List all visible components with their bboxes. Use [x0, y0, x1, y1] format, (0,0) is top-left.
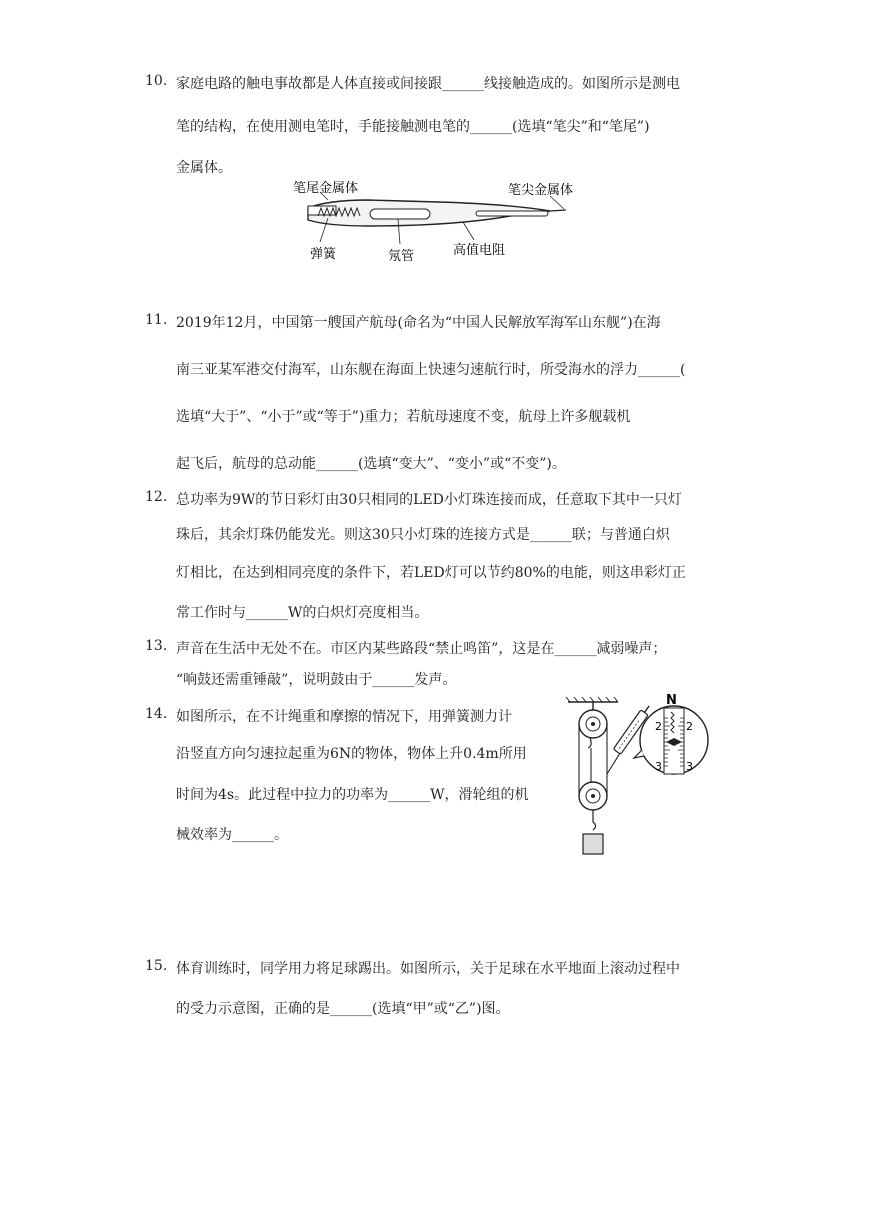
label-neon: 氖管 — [388, 249, 415, 264]
question-number: 10. — [145, 73, 168, 89]
text-line: 的受力示意图，正确的是______(选填“甲”或“乙”)图。 — [176, 1001, 510, 1017]
text-line: 2019年12月，中国第一艘国产航母(命名为“中国人民解放军海军山东舰”)在海 — [176, 315, 661, 331]
text-line: 起飞后，航母的总动能______(选填“变大”、“变小”或“不变”)。 — [176, 456, 566, 472]
resistor — [476, 211, 548, 216]
text-line: 常工作时与______W的白炽灯亮度相当。 — [176, 605, 429, 621]
scale-unit-label: N — [666, 694, 677, 708]
label-resistor: 高值电阻 — [453, 243, 506, 258]
question-number: 13. — [145, 638, 168, 654]
text-line: 灯相比，在达到相同亮度的条件下，若LED灯可以节约80%的电能，则这串彩灯正 — [176, 565, 686, 581]
text-line: 选填“大于”、“小于”或“等于”)重力；若航母速度不变，航母上许多舰载机 — [176, 409, 631, 425]
neon-tube — [370, 209, 430, 219]
scale-tick-label: 3 — [686, 760, 693, 773]
label-pen-tail: 笔尾金属体 — [293, 181, 359, 196]
question-number: 15. — [145, 958, 168, 974]
scale-tick-label: 3 — [655, 760, 662, 773]
text-line: 体育训练时，同学用力将足球踢出。如图所示，关于足球在水平地面上滚动过程中 — [176, 961, 680, 977]
text-line: 南三亚某军港交付海军，山东舰在海面上快速匀速航行时，所受海水的浮力______( — [176, 362, 686, 378]
text-line: 笔的结构，在使用测电笔时，手能接触测电笔的______(选填“笔尖”和“笔尾”) — [176, 119, 650, 135]
weight-block — [583, 834, 603, 854]
label-pen-tip: 笔尖金属体 — [508, 183, 574, 198]
question-number: 11. — [145, 312, 168, 328]
text-line: 总功率为9W的节日彩灯由30只相同的LED小灯珠连接而成，任意取下其中一只灯 — [176, 492, 682, 508]
text-line: “响鼓还需重锤敲”，说明鼓由于______发声。 — [176, 672, 457, 688]
question-number: 14. — [145, 706, 168, 722]
text-line: 械效率为______。 — [176, 827, 288, 843]
test-pen-figure — [288, 178, 588, 266]
text-line: 声音在生活中无处不在。市区内某些路段“禁止鸣笛”，这是在______减弱噪声； — [176, 641, 667, 657]
scale-tick-label: 2 — [655, 720, 662, 733]
text-line: 珠后，其余灯珠仍能发光。则这30只小灯珠的连接方式是______联；与普通白炽 — [176, 527, 670, 543]
pulley-system-figure — [560, 694, 720, 860]
question-number: 12. — [145, 489, 168, 505]
text-line: 时间为4s。此过程中拉力的功率为______W，滑轮组的机 — [176, 787, 529, 803]
text-line: 沿竖直方向匀速拉起重为6N的物体，物体上升0.4m所用 — [176, 746, 527, 762]
text-line: 金属体。 — [176, 160, 232, 176]
scale-tick-label: 2 — [686, 720, 693, 733]
text-line: 如图所示，在不计绳重和摩擦的情况下，用弹簧测力计 — [176, 709, 512, 725]
label-spring: 弹簧 — [310, 247, 337, 262]
text-line: 家庭电路的触电事故都是人体直接或间接跟______线接触造成的。如图所示是测电 — [176, 76, 680, 92]
pen-tip — [550, 210, 566, 211]
